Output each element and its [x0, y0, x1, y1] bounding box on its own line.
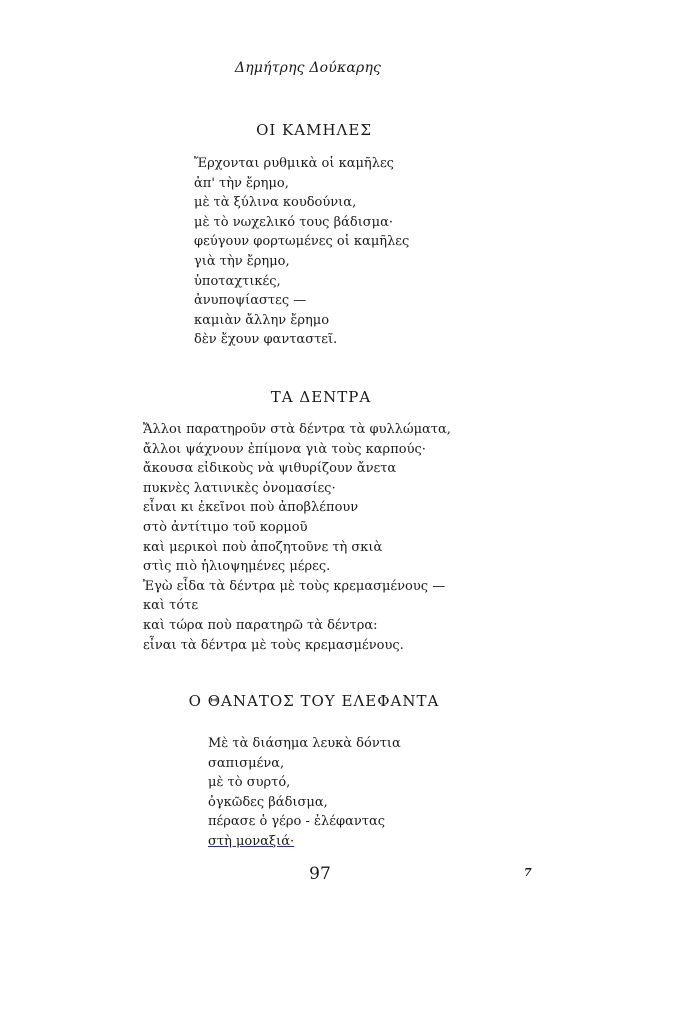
author-header: Δημήτρης Δούκαρης — [234, 60, 382, 76]
poem-line-underlined: στὴ μοναξιά· — [208, 833, 295, 849]
poem-trees — [143, 420, 451, 655]
poem-line: ἀπ' τὴν ἔρημο, — [194, 175, 289, 191]
poem-line: στὸ ἀντίτιμο τοῦ κορμοῦ — [143, 519, 308, 535]
poem-elephant — [208, 734, 401, 852]
poem-line: γιὰ τὴν ἔρημο, — [194, 253, 290, 269]
poem-line: σαπισμένα, — [208, 755, 285, 771]
poem-line: ὑποταχτικές, — [194, 273, 281, 289]
poem-line: Ἐγὼ εἶδα τὰ δέντρα μὲ τοὺς κρεμασμένους — — [143, 578, 446, 594]
poem-line: φεύγουν φορτωμένες οἱ καμῆλες — [194, 234, 410, 250]
poem-title-camels: ΟΙ ΚΑΜΗΛΕΣ — [256, 121, 372, 139]
poem-line: εἶναι κι ἐκεῖνοι ποὺ ἀποβλέπουν — [143, 500, 359, 516]
poem-line: ἀνυποψίαστες — — [194, 293, 307, 309]
poem-line: μὲ τὸ συρτό, — [208, 775, 291, 791]
poem-line: πέρασε ὁ γέρο - ἐλέφαντας — [208, 814, 386, 830]
poem-line: εἶναι τὰ δέντρα μὲ τοὺς κρεμασμένους. — [143, 637, 404, 653]
poem-line: δὲν ἔχουν φανταστεῖ. — [194, 332, 338, 348]
poem-line: καὶ μερικοὶ ποὺ ἀποζητοῦνε τὴ σκιὰ — [143, 539, 383, 555]
poem-line: καὶ τώρα ποὺ παρατηρῶ τὰ δέντρα: — [143, 617, 378, 633]
poem-title-elephant: Ο ΘΑΝΑΤΟΣ ΤΟΥ ΕΛΕΦΑΝΤΑ — [188, 692, 440, 710]
poem-camels — [194, 154, 409, 350]
poem-line: ἄλλοι ψάχνουν ἐπίμονα γιὰ τοὺς καρπούς· — [143, 441, 426, 457]
poem-line: ἄκουσα εἰδικοὺς νὰ ψιθυρίζουν ἄνετα — [143, 461, 397, 477]
poem-line: μὲ τὸ νωχελικό τους βάδισμα· — [194, 214, 394, 230]
page-number: 97 — [309, 864, 331, 884]
margin-mark: 7 — [524, 866, 532, 879]
poem-line: Ἄλλοι παρατηροῦν στὰ δέντρα τὰ φυλλώματα, — [143, 422, 451, 437]
poem-line: μὲ τὰ ξύλινα κουδούνια, — [194, 195, 357, 211]
poem-line: στὶς πιὸ ἡλιοψημένες μέρες. — [143, 559, 331, 575]
poem-title-trees: ΤΑ ΔΕΝΤΡΑ — [270, 388, 372, 406]
poem-line: πυκνὲς λατινικὲς ὀνομασίες· — [143, 480, 336, 496]
poem-line: Μὲ τὰ διάσημα λευκὰ δόντια — [208, 736, 401, 751]
poem-line: ὀγκῶδες βάδισμα, — [208, 794, 328, 810]
poem-line: καμιὰν ἄλλην ἔρημο — [194, 312, 330, 328]
poem-line: Ἔρχονται ρυθμικὰ οἱ καμῆλες — [194, 156, 394, 171]
poem-line: καὶ τότε — [143, 598, 199, 614]
